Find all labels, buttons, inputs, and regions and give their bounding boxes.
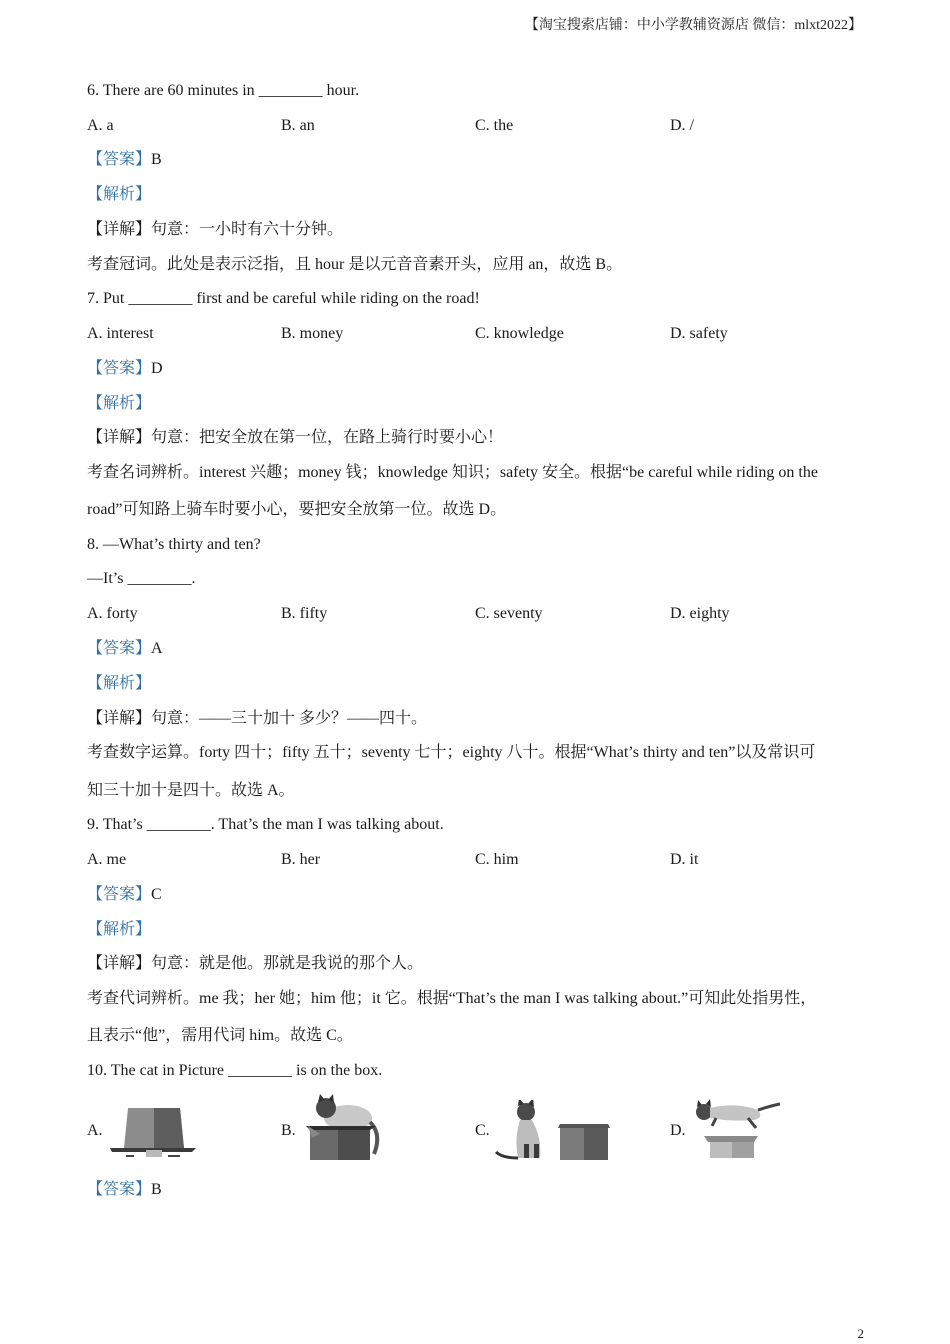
q6-answer-line	[87, 150, 162, 170]
q9-option-d: D. it	[670, 851, 699, 868]
q9-detail-line	[87, 954, 423, 974]
question-6-stem: 6. There are 60 minutes in ________ hour.	[87, 82, 360, 99]
answer-label: 【答案】	[87, 640, 152, 657]
question-9-stem: 9. That’s ________. That’s the man I was talking about.	[87, 816, 444, 833]
q7-detail-line	[87, 428, 503, 448]
q8-analysis-label: 【解析】	[87, 675, 152, 692]
q10-option-b: B.	[281, 1122, 296, 1139]
q9-analysis-label: 【解析】	[87, 921, 152, 938]
q6-option-a: A. a	[87, 117, 114, 134]
q9-detail: 句意：就是他。那就是我说的那个人。	[151, 955, 424, 972]
q7-option-d: D. safety	[670, 325, 728, 342]
q7-answer-line	[87, 359, 163, 379]
q10-option-a: A.	[87, 1122, 103, 1139]
cat-on-box-image	[302, 1094, 384, 1162]
q6-detail: 句意：一小时有六十分钟。	[151, 221, 344, 238]
question-7-stem: 7. Put ________ first and be careful while riding on the road!	[87, 290, 480, 307]
q6-explain: 考查冠词。此处是表示泛指，且 hour 是以元音音素开头，应用 an，故选 B。	[87, 256, 623, 273]
answer-label: 【答案】	[87, 360, 152, 377]
cat-above-box-image	[692, 1098, 782, 1160]
q8-answer: A	[151, 640, 163, 657]
detail-label: 【详解】	[87, 429, 152, 446]
q7-explain-line-2: road”可知路上骑车时要小心，要把安全放第一位。故选 D。	[87, 501, 507, 518]
answer-label: 【答案】	[87, 886, 152, 903]
question-8-stem-reply: —It’s ________.	[87, 570, 196, 587]
q8-detail-line	[87, 709, 427, 729]
cat-beside-box-image	[494, 1100, 612, 1162]
detail-label: 【详解】	[87, 955, 152, 972]
q10-option-d: D.	[670, 1122, 686, 1139]
question-10-stem: 10. The cat in Picture ________ is on the box.	[87, 1062, 383, 1079]
q7-option-a: A. interest	[87, 325, 154, 342]
q9-explain-line-1: 考查代词辨析。me 我；her 她；him 他；it 它。根据“That’s the man I was talking about.”可知此处指男性，	[87, 990, 817, 1007]
q6-option-b: B. an	[281, 117, 315, 134]
q9-explain-line-2: 且表示“他”，需用代词 him。故选 C。	[87, 1027, 353, 1044]
q8-explain-line-1: 考查数字运算。forty 四十；fifty 五十；seventy 七十；eighty 八十。根据“What’s thirty and ten”以及常识可	[87, 744, 816, 761]
q7-detail: 句意：把安全放在第一位，在路上骑行时要小心！	[151, 429, 504, 446]
q9-option-c: C. him	[475, 851, 519, 868]
answer-label: 【答案】	[87, 1181, 152, 1198]
q6-answer: B	[151, 151, 162, 168]
q9-option-b: B. her	[281, 851, 321, 868]
q8-answer-line	[87, 639, 163, 659]
page-header: 【淘宝搜索店铺：中小学教辅资源店 微信：mlxt2022】	[524, 18, 862, 33]
q8-option-a: A. forty	[87, 605, 138, 622]
q6-detail-line	[87, 220, 343, 240]
q7-option-b: B. money	[281, 325, 344, 342]
page-number: 2	[857, 1326, 864, 1341]
q9-answer-line	[87, 885, 162, 905]
detail-label: 【详解】	[87, 710, 152, 727]
q6-analysis-label: 【解析】	[87, 186, 152, 203]
q8-explain-line-2: 知三十加十是四十。故选 A。	[87, 782, 295, 799]
q9-option-a: A. me	[87, 851, 127, 868]
q7-option-c: C. knowledge	[475, 325, 564, 342]
q9-answer: C	[151, 886, 162, 903]
q7-explain-line-1: 考查名词辨析。interest 兴趣；money 钱；knowledge 知识；safety 安全。根据“be careful while riding on the	[87, 464, 818, 481]
cat-under-box-image	[106, 1104, 198, 1160]
question-8-stem: 8. —What’s thirty and ten?	[87, 536, 261, 553]
q7-analysis-label: 【解析】	[87, 395, 152, 412]
q10-option-c: C.	[475, 1122, 490, 1139]
q10-answer-line	[87, 1180, 162, 1200]
detail-label: 【详解】	[87, 221, 152, 238]
q8-option-c: C. seventy	[475, 605, 543, 622]
q8-option-b: B. fifty	[281, 605, 328, 622]
q8-detail: 句意：——三十加十 多少？——四十。	[151, 710, 428, 727]
q8-option-d: D. eighty	[670, 605, 730, 622]
q10-answer: B	[151, 1181, 162, 1198]
q7-answer: D	[151, 360, 163, 377]
q6-option-c: C. the	[475, 117, 514, 134]
q6-option-d: D. /	[670, 117, 694, 134]
answer-label: 【答案】	[87, 151, 152, 168]
